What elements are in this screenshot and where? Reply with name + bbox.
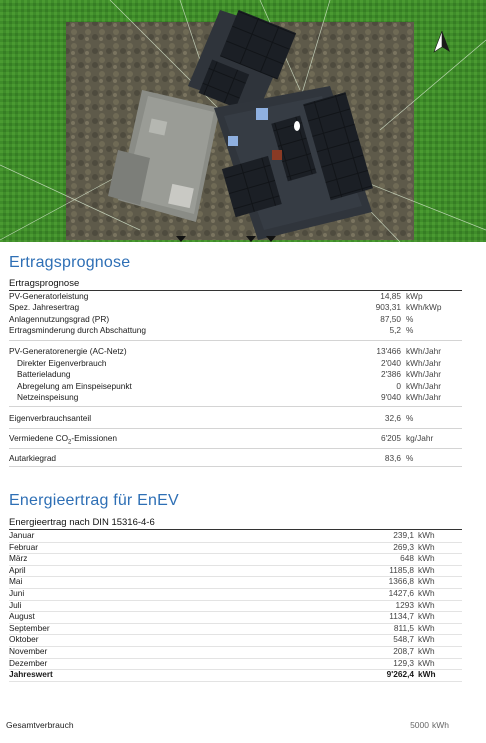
aerial-roof-image	[0, 0, 486, 242]
divider	[9, 448, 462, 449]
divider	[9, 340, 462, 341]
table-row: Juli 1293 kWh	[9, 600, 462, 613]
table-row: Mai 1366,8 kWh	[9, 576, 462, 589]
table-row: Juni 1427,6 kWh	[9, 588, 462, 601]
table-row: PV-Generatorenergie (AC-Netz) 13'466 kWh/Jahr	[9, 346, 442, 356]
section-heading-ertragsprognose: Ertragsprognose	[9, 254, 131, 271]
divider	[9, 428, 462, 429]
table-row: März 648 kWh	[9, 553, 462, 566]
table-row: August 1134,7 kWh	[9, 611, 462, 624]
table-row: Abregelung am Einspeisepunkt 0 kWh/Jahr	[17, 380, 442, 391]
gesamtverbrauch-label: Gesamtverbrauch	[6, 720, 74, 730]
table-row: Spez. Jahresertrag 903,31 kWh/kWp	[9, 302, 442, 313]
table-title-enev: Energieertrag nach DIN 15316-4-6	[9, 517, 155, 528]
table-row: Oktober 548,7 kWh	[9, 634, 462, 647]
table-row: Februar 269,3 kWh	[9, 542, 462, 555]
gesamtverbrauch-row	[6, 719, 476, 731]
table-row: Ertragsminderung durch Abschattung 5,2 %	[9, 325, 414, 336]
north-arrow-icon	[432, 30, 452, 54]
table-row: April 1185,8 kWh	[9, 565, 462, 578]
table-row: Autarkiegrad 83,6 %	[9, 453, 414, 463]
table-row: PV-Generatorleistung 14,85 kWp	[9, 291, 423, 301]
divider	[9, 466, 462, 467]
table-row: September 811,5 kWh	[9, 623, 462, 636]
table-row: Batterieladung 2'386 kWh/Jahr	[17, 369, 442, 379]
table-row: November 208,7 kWh	[9, 646, 462, 659]
gesamtverbrauch-value: 5000	[410, 720, 429, 730]
divider	[9, 406, 462, 407]
table-row: Vermiedene $CO_2$-Emissionen 6'205 kg/Jahr	[9, 433, 434, 446]
table-row: Anlagennutzungsgrad (PR) 87,50 %	[9, 313, 414, 324]
table-row: Netzeinspeisung 9'040 kWh/Jahr	[17, 392, 442, 402]
table-row: Direkter Eigenverbrauch 2'040 kWh/Jahr	[17, 357, 442, 368]
table-row: Eigenverbrauchsanteil 32,6 %	[9, 413, 414, 423]
table-title-ertragsprognose: Ertragsprognose	[9, 278, 80, 289]
table-row: Dezember 129,3 kWh	[9, 658, 462, 671]
gesamtverbrauch-unit: kWh	[432, 720, 449, 730]
table-total-row: Jahreswert 9'262,4 kWh	[9, 669, 462, 682]
section-heading-enev: Energieertrag für EnEV	[9, 492, 179, 509]
table-row: Januar 239,1 kWh	[9, 530, 462, 543]
